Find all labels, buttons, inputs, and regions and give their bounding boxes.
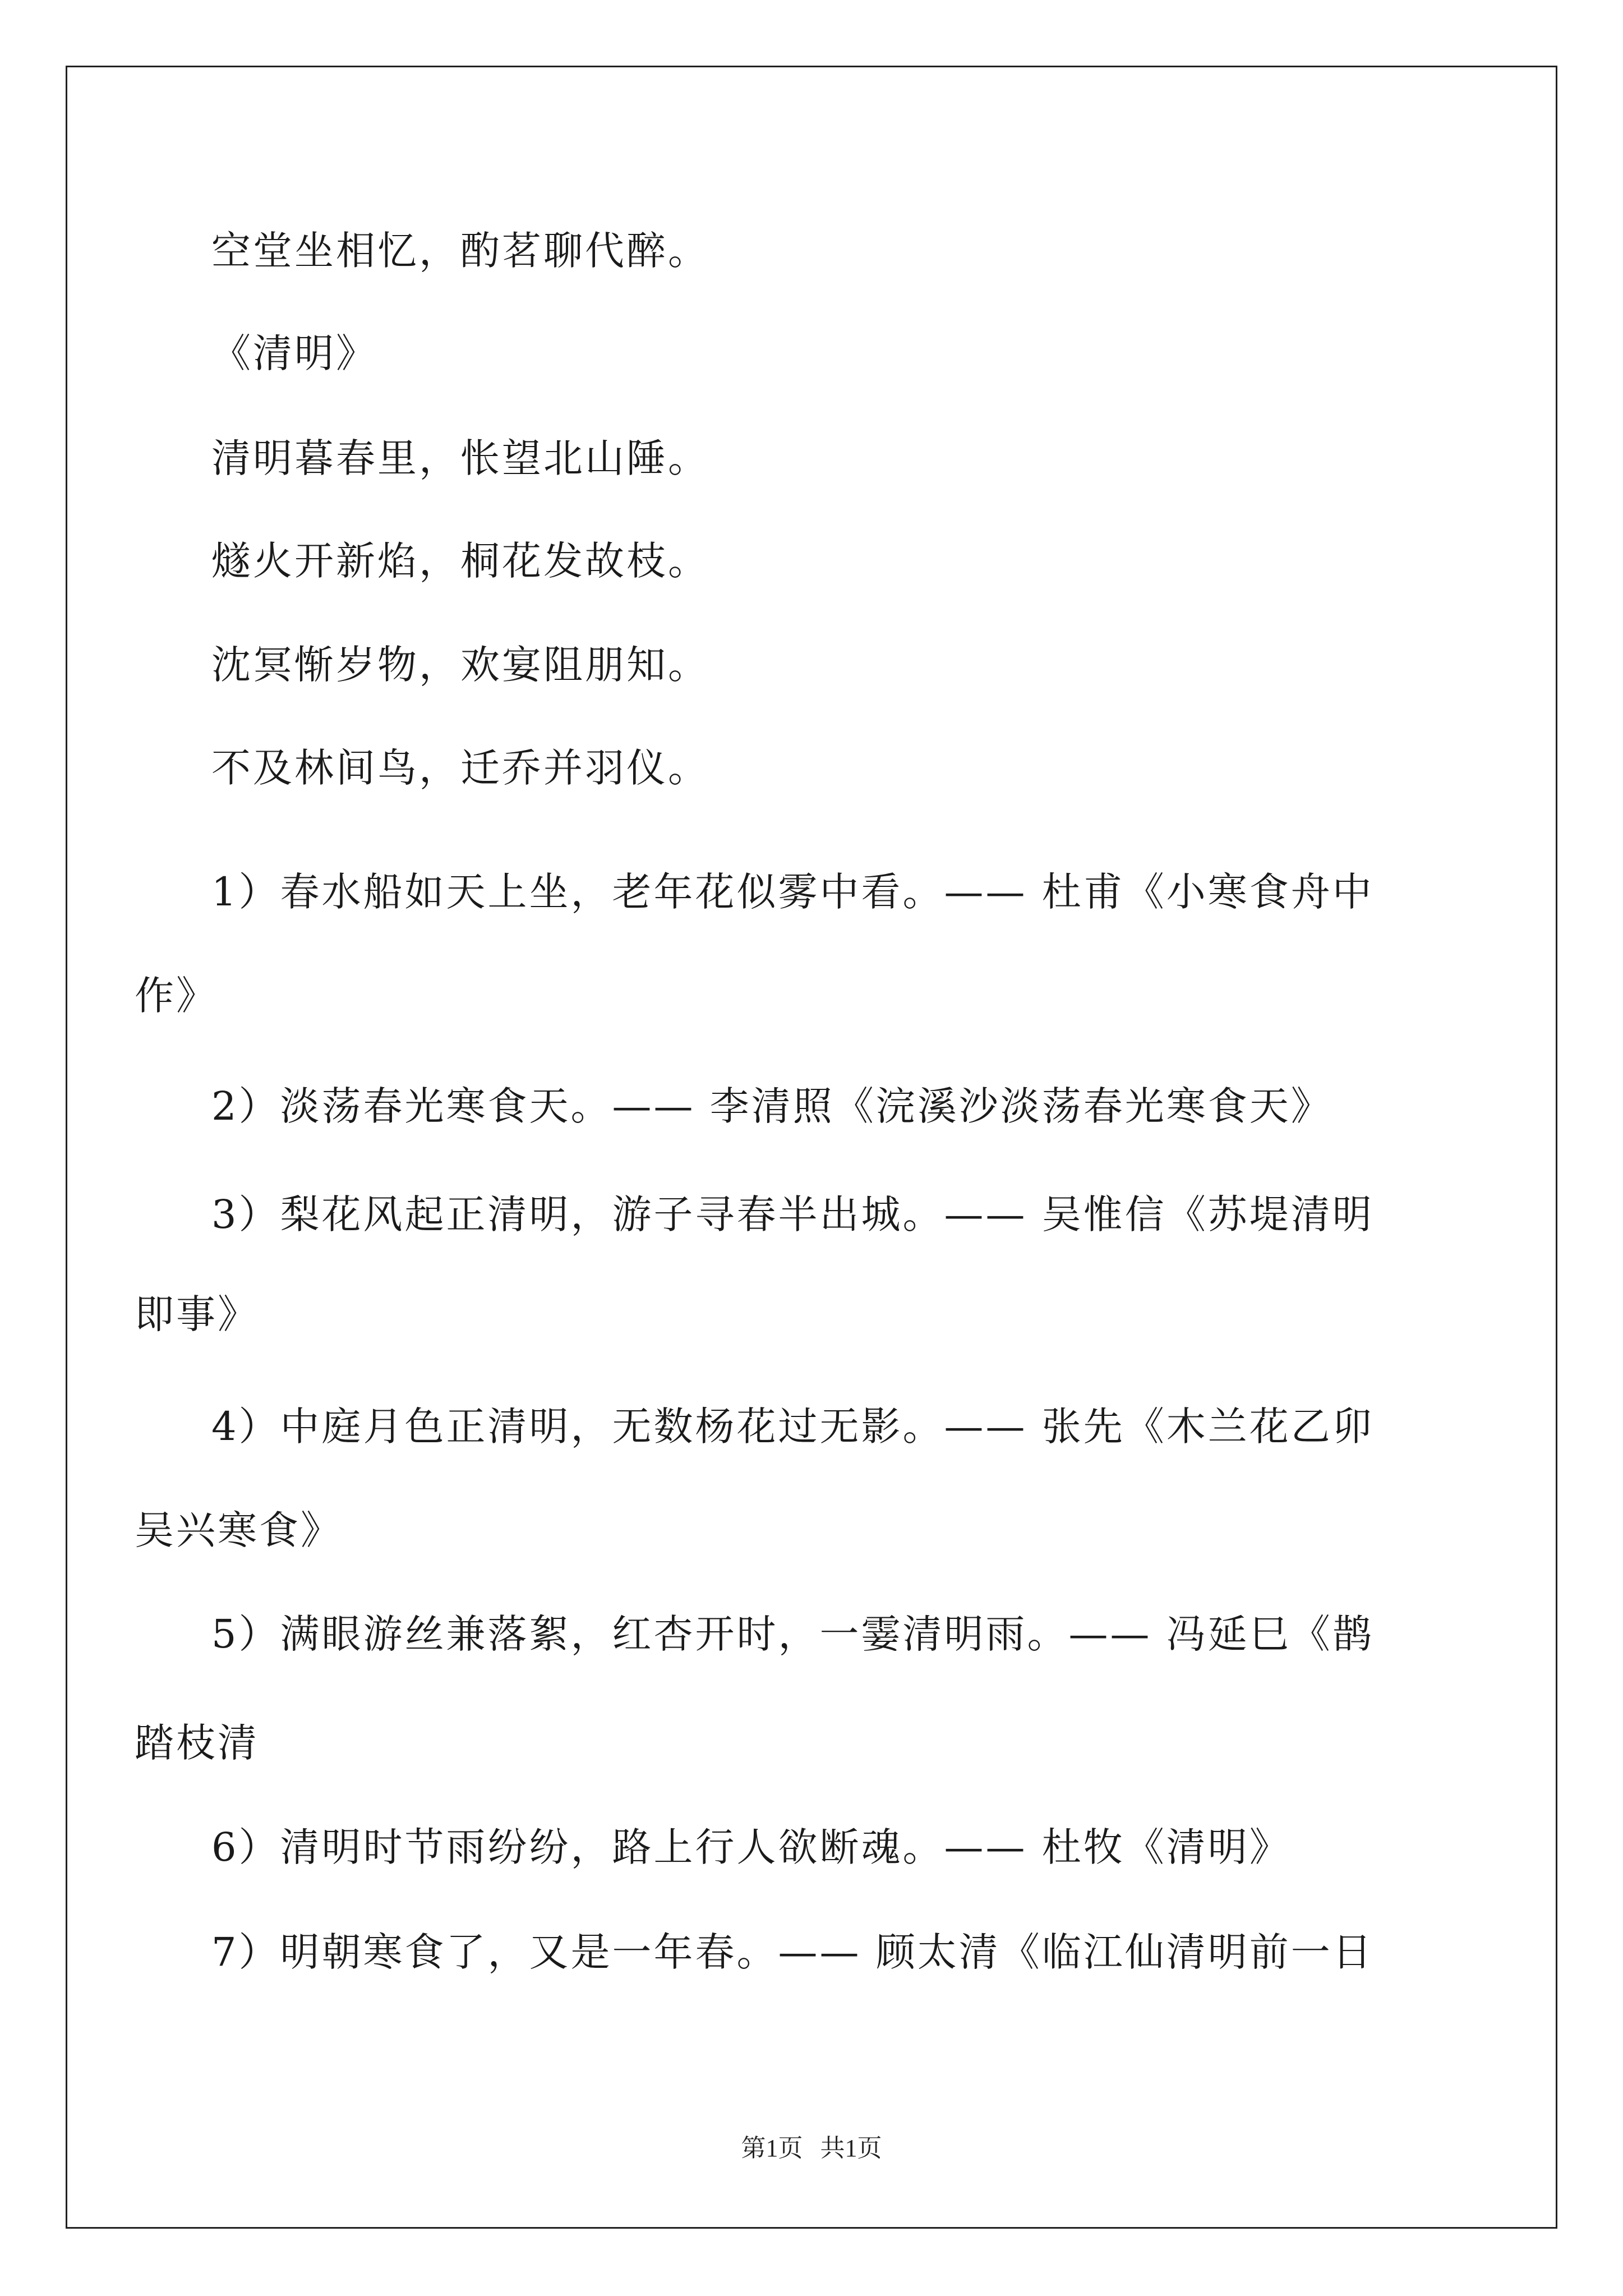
text-line: 即事》 — [135, 1291, 259, 1337]
text-line: 5）满眼游丝兼落絮，红杏开时，一霎清明雨。—— 冯延巳《鹊 — [211, 1611, 1374, 1657]
text-line: 不及林间鸟，迁乔并羽仪。 — [211, 745, 709, 791]
text-line: 6）清明时节雨纷纷，路上行人欲断魂。—— 杜牧《清明》 — [211, 1824, 1291, 1870]
text-line: 3）梨花风起正清明，游子寻春半出城。—— 吴惟信《苏堤清明 — [211, 1191, 1374, 1237]
text-line: 沈冥惭岁物，欢宴阻朋知。 — [211, 642, 709, 688]
page-number: 第1页 — [741, 2134, 803, 2162]
text-line: 踏枝清 — [135, 1720, 259, 1766]
page-total: 共1页 — [820, 2134, 882, 2162]
page-border — [66, 66, 1557, 2229]
text-line: 作》 — [135, 973, 218, 1019]
text-line: 4）中庭月色正清明，无数杨花过无影。—— 张先《木兰花乙卯 — [211, 1404, 1374, 1450]
text-line: 吴兴寒食》 — [135, 1507, 342, 1553]
text-line: 7）明朝寒食了，又是一年春。—— 顾太清《临江仙清明前一日 — [211, 1929, 1374, 1975]
text-line: 2）淡荡春光寒食天。—— 李清照《浣溪沙淡荡春光寒食天》 — [211, 1083, 1332, 1129]
text-line: 《清明》 — [211, 330, 377, 376]
text-line: 1）春水船如天上坐，老年花似雾中看。—— 杜甫《小寒食舟中 — [211, 869, 1374, 915]
text-line: 清明暮春里，怅望北山陲。 — [211, 435, 709, 481]
text-line: 空堂坐相忆，酌茗聊代醉。 — [211, 228, 709, 274]
text-line: 燧火开新焰，桐花发故枝。 — [211, 538, 709, 584]
page-footer — [0, 2132, 1623, 2165]
